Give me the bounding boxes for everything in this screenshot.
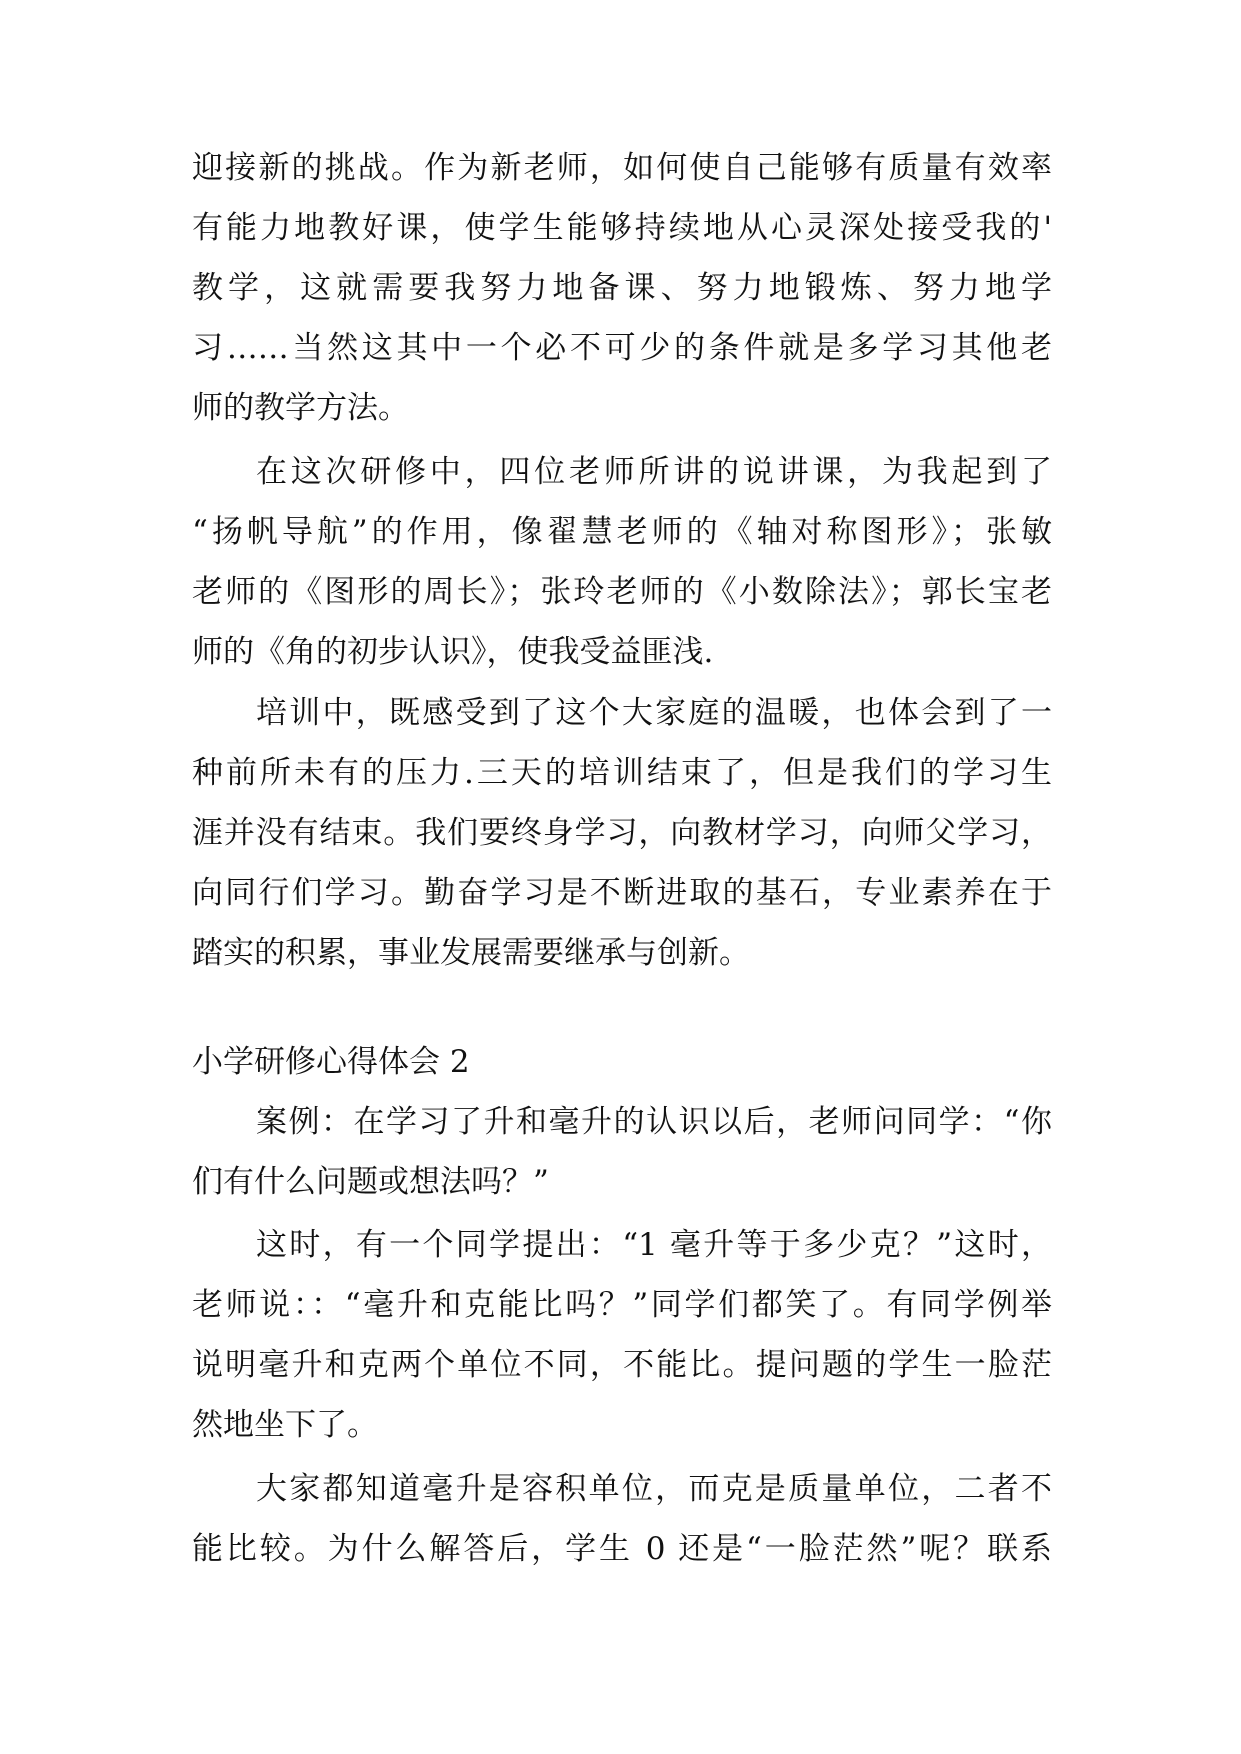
text-line: 老师的《图形的周长》；张玲老师的《小数除法》；郭长宝老 <box>192 574 1052 610</box>
text-line: 有能力地教好课，使学生能够持续地从心灵深处接受我的' <box>192 210 1052 246</box>
text-line: 迎接新的挑战。作为新老师，如何使自己能够有质量有效率 <box>192 150 1052 186</box>
text-line: 在这次研修中，四位老师所讲的说讲课，为我起到了 <box>256 454 1052 490</box>
text-line: 师的《角的初步认识》，使我受益匪浅. <box>192 634 714 670</box>
text-line: 大家都知道毫升是容积单位，而克是质量单位，二者不 <box>256 1471 1052 1507</box>
text-line: 培训中，既感受到了这个大家庭的温暖，也体会到了一 <box>256 695 1052 731</box>
section-title: 小学研修心得体会 2 <box>192 1044 470 1080</box>
text-line: 教学，这就需要我努力地备课、努力地锻炼、努力地学 <box>192 270 1052 306</box>
text-line: 向同行们学习。勤奋学习是不断进取的基石，专业素养在于 <box>192 875 1052 911</box>
text-line: 能比较。为什么解答后，学生 0 还是“一脸茫然”呢？联系 <box>192 1531 1052 1567</box>
text-line: 这时，有一个同学提出：“1 毫升等于多少克？”这时， <box>256 1227 1052 1263</box>
text-line: “扬帆导航”的作用，像翟慧老师的《轴对称图形》；张敏 <box>192 514 1052 550</box>
text-line: 说明毫升和克两个单位不同，不能比。提问题的学生一脸茫 <box>192 1347 1052 1383</box>
text-line: 种前所未有的压力.三天的培训结束了，但是我们的学习生 <box>192 755 1052 791</box>
text-line: 涯并没有结束。我们要终身学习，向教材学习，向师父学习， <box>192 815 1052 851</box>
text-line: 师的教学方法。 <box>192 390 409 426</box>
text-line: 踏实的积累，事业发展需要继承与创新。 <box>192 935 750 971</box>
text-line: 然地坐下了。 <box>192 1407 378 1443</box>
text-line: 们有什么问题或想法吗？” <box>192 1164 549 1200</box>
text-line: 习……当然这其中一个必不可少的条件就是多学习其他老 <box>192 330 1052 366</box>
text-line: 老师说：：“毫升和克能比吗？”同学们都笑了。有同学例举 <box>192 1287 1052 1323</box>
text-line: 案例：在学习了升和毫升的认识以后，老师问同学：“你 <box>256 1104 1052 1140</box>
